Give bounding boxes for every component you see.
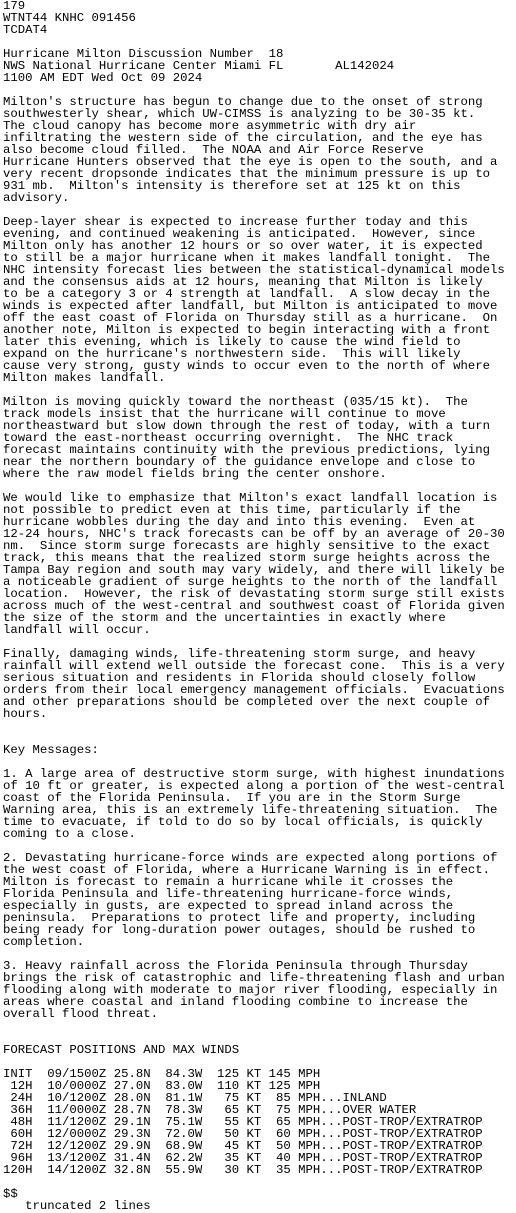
text-line: across much of the west-central and southwest coast of Florida given bbox=[3, 599, 505, 613]
text-line: Milton's structure has begun to change due to the onset of strong bbox=[3, 95, 483, 109]
text-line: of 10 ft or greater, is expected along a portion of the west-central bbox=[3, 779, 505, 793]
text-line: northeastward but slow down through the rest of today, with a turn bbox=[3, 419, 491, 433]
text-line: NWS National Hurricane Center Miami FL AL142024 bbox=[3, 59, 395, 73]
text-line: 96H 13/1200Z 31.4N 62.2W 35 KT 40 MPH...POST-TROP/EXTRATROP bbox=[3, 1151, 483, 1165]
text-line: $$ bbox=[3, 1187, 18, 1201]
text-line: Milton only has another 12 hours or so over water, it is expected bbox=[3, 239, 483, 253]
text-line: 2. Devastating hurricane-force winds are expected along portions of bbox=[3, 851, 498, 865]
text-line: the size of the storm and the uncertainties in exactly where bbox=[3, 611, 446, 625]
text-line: areas where coastal and inland flooding combine to increase the bbox=[3, 995, 468, 1009]
text-line: NHC intensity forecast lies between the statistical-dynamical models bbox=[3, 263, 505, 277]
text-line: especially in gusts, are expected to spread inland across the bbox=[3, 899, 454, 913]
text-line: also become cloud filled. The NOAA and Air Force Reserve bbox=[3, 143, 424, 157]
text-line: coast of the Florida Peninsula. If you are in the Storm Surge bbox=[3, 791, 461, 805]
text-line: 60H 12/0000Z 29.3N 72.0W 50 KT 60 MPH...POST-TROP/EXTRATROP bbox=[3, 1127, 483, 1141]
text-line: very recent dropsonde indicates that the minimum pressure is up to bbox=[3, 167, 491, 181]
text-line: Milton is moving quickly toward the northeast (035/15 kt). The bbox=[3, 395, 468, 409]
text-line: Key Messages: bbox=[3, 743, 99, 757]
text-line: 120H 14/1200Z 32.8N 55.9W 30 KT 35 MPH...POST-TROP/EXTRATROP bbox=[3, 1163, 483, 1177]
text-line: 3. Heavy rainfall across the Florida Peninsula through Thursday bbox=[3, 959, 468, 973]
text-line: The cloud canopy has become more asymmetric with dry air bbox=[3, 119, 417, 133]
text-line: off the east coast of Florida on Thursday still as a hurricane. On bbox=[3, 311, 498, 325]
text-line: advisory. bbox=[3, 191, 70, 205]
text-line: flooding along with moderate to major river flooding, especially in bbox=[3, 983, 498, 997]
text-line: peninsula. Preparations to protect life and property, including bbox=[3, 911, 476, 925]
blank-line bbox=[3, 720, 516, 732]
text-line: later this evening, which is likely to cause the wind field to bbox=[3, 335, 461, 349]
text-line: nm. Since storm surge forecasts are highly sensitive to the exact bbox=[3, 539, 491, 553]
text-line: infiltrating the western side of the circulation, and the eye has bbox=[3, 131, 483, 145]
text-line: rainfall will extend well outside the forecast cone. This is a very bbox=[3, 659, 505, 673]
text-line: orders from their local emergency management officials. Evacuations bbox=[3, 683, 505, 697]
text-line: 12-24 hours, NHC's track forecasts can be off by an average of 20-30 bbox=[3, 527, 505, 541]
text-line: brings the risk of catastrophic and life-threatening flash and urban bbox=[3, 971, 505, 985]
text-line: Milton is forecast to remain a hurricane while it crosses the bbox=[3, 875, 454, 889]
text-line: Tampa Bay region and south may vary widely, and there will likely be bbox=[3, 563, 505, 577]
text-line: to be a category 3 or 4 strength at landfall. A slow decay in the bbox=[3, 287, 491, 301]
text-line: evening, and continued weakening is anticipated. However, since bbox=[3, 227, 476, 241]
text-line: winds is expected after landfall, but Milton is anticipated to move bbox=[3, 299, 498, 313]
text-line: 24H 10/1200Z 28.0N 81.1W 75 KT 85 MPH...INLAND bbox=[3, 1091, 387, 1105]
text-line: the west coast of Florida, where a Hurricane Warning is in effect. bbox=[3, 863, 491, 877]
text-line: Florida Peninsula and life-threatening hurricane-force winds, bbox=[3, 887, 454, 901]
blank-line bbox=[3, 1020, 516, 1032]
text-line: TCDAT4 bbox=[3, 23, 48, 37]
blank-line bbox=[3, 1176, 516, 1188]
text-line: 72H 12/1200Z 29.9N 68.9W 45 KT 50 MPH...POST-TROP/EXTRATROP bbox=[3, 1139, 483, 1153]
text-line: near the northern boundary of the guidance envelope and close to bbox=[3, 455, 476, 469]
text-line: southwesterly shear, which UW-CIMSS is analyzing to be 30-35 kt. bbox=[3, 107, 476, 121]
discussion-body bbox=[3, 84, 516, 1212]
text-line: another note, Milton is expected to begin interacting with a front bbox=[3, 323, 491, 337]
text-line: track, this means that the realized storm surge heights across the bbox=[3, 551, 491, 565]
text-line: location. However, the risk of devastating storm surge still exists bbox=[3, 587, 505, 601]
text-line: INIT 09/1500Z 25.8N 84.3W 125 KT 145 MPH bbox=[3, 1067, 321, 1081]
text-line: landfall will occur. bbox=[3, 623, 151, 637]
text-line: completion. bbox=[3, 935, 85, 949]
text-line: hours. bbox=[3, 707, 48, 721]
bulletin-header bbox=[3, 0, 516, 84]
text-line: track models insist that the hurricane will continue to move bbox=[3, 407, 446, 421]
text-line: where the raw model fields bring the center onshore. bbox=[3, 467, 387, 481]
text-line: 179 bbox=[3, 0, 26, 13]
text-line: Hurricane Hunters observed that the eye is open to the south, and a bbox=[3, 155, 498, 169]
text-line: Warning area, this is an extremely life-threatening situation. The bbox=[3, 803, 498, 817]
text-line: not possible to predict even at this time, particularly if the bbox=[3, 503, 461, 517]
text-line: We would like to emphasize that Milton's exact landfall location is bbox=[3, 491, 498, 505]
text-line: forecast maintains continuity with the previous predictions, lying bbox=[3, 443, 491, 457]
text-line: WTNT44 KNHC 091456 bbox=[3, 11, 136, 25]
text-line: to still be a major hurricane when it makes landfall tonight. The bbox=[3, 251, 491, 265]
text-line: being ready for long-duration power outages, should be rushed to bbox=[3, 923, 476, 937]
text-line: truncated 2 lines bbox=[3, 1199, 151, 1213]
text-line: 12H 10/0000Z 27.0N 83.0W 110 KT 125 MPH bbox=[3, 1079, 321, 1093]
text-line: cause very strong, gusty winds to occur even to the north of where bbox=[3, 359, 491, 373]
text-line: and the consensus aids at 12 hours, meaning that Milton is likely bbox=[3, 275, 483, 289]
text-line: Hurricane Milton Discussion Number 18 bbox=[3, 47, 284, 61]
text-line: 1100 AM EDT Wed Oct 09 2024 bbox=[3, 71, 203, 85]
text-line: coming to a close. bbox=[3, 827, 136, 841]
text-line: serious situation and residents in Florida should closely follow bbox=[3, 671, 476, 685]
text-line: overall flood threat. bbox=[3, 1007, 158, 1021]
text-line: a noticeable gradient of surge heights to the north of the landfall bbox=[3, 575, 498, 589]
text-line: hurricane wobbles during the day and into this evening. Even at bbox=[3, 515, 476, 529]
text-line: 48H 11/1200Z 29.1N 75.1W 55 KT 65 MPH...POST-TROP/EXTRATROP bbox=[3, 1115, 483, 1129]
text-line: toward the east-northeast occurring overnight. The NHC track bbox=[3, 431, 454, 445]
text-line: 36H 11/0000Z 28.7N 78.3W 65 KT 75 MPH...OVER WATER bbox=[3, 1103, 417, 1117]
text-line: expand on the hurricane's northwestern side. This will likely bbox=[3, 347, 461, 361]
text-line: and other preparations should be completed over the next couple of bbox=[3, 695, 491, 709]
text-line: Milton makes landfall. bbox=[3, 371, 166, 385]
text-line: 1. A large area of destructive storm surge, with highest inundations bbox=[3, 767, 505, 781]
text-line: Deep-layer shear is expected to increase further today and this bbox=[3, 215, 468, 229]
text-line: 931 mb. Milton's intensity is therefore set at 125 kt on this bbox=[3, 179, 461, 193]
text-line: time to evacuate, if told to do so by local officials, is quickly bbox=[3, 815, 483, 829]
text-line: FORECAST POSITIONS AND MAX WINDS bbox=[3, 1043, 240, 1057]
text-line: Finally, damaging winds, life-threatening storm surge, and heavy bbox=[3, 647, 476, 661]
